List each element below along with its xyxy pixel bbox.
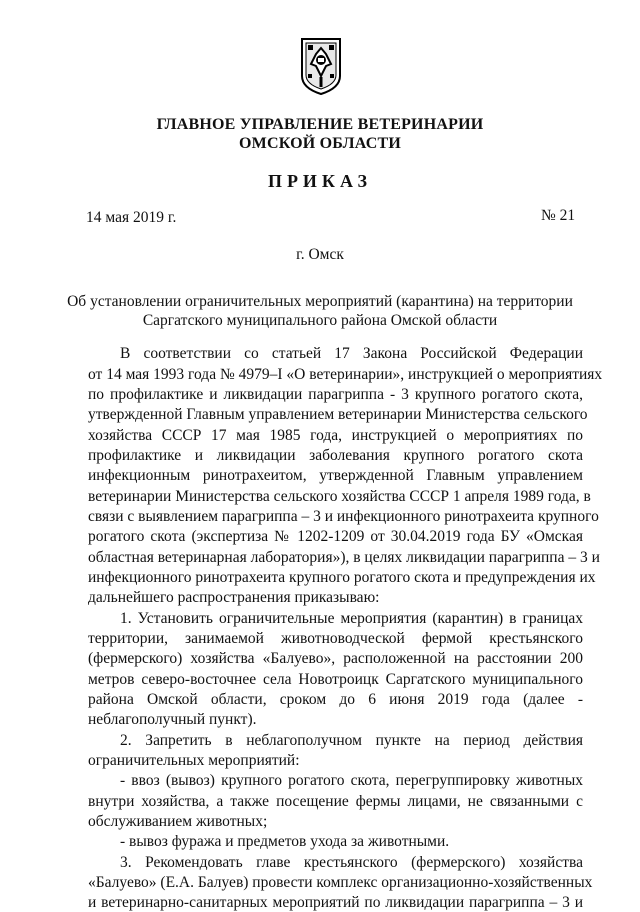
body-line: инфекционного ринотрахеита крупного рогатого скота и предупреждения их bbox=[88, 569, 596, 586]
subject-line: Саргатского муниципального района Омской области bbox=[142, 312, 498, 329]
body-line: ограничительных мероприятий: bbox=[88, 752, 300, 769]
body-line: 2. Запретить в неблагополучном пункте на период действия bbox=[120, 732, 583, 749]
body-line: «Балуево» (Е.А. Балуев) провести комплекс организационно-хозяйственных bbox=[88, 874, 593, 891]
organization-name-line1: ГЛАВНОЕ УПРАВЛЕНИЕ ВЕТЕРИНАРИИ bbox=[156, 116, 484, 133]
body-line: 1. Установить ограничительные мероприятия (карантин) в границах bbox=[120, 610, 583, 627]
body-line: 3. Рекомендовать главе крестьянского (фермерского) хозяйства bbox=[120, 854, 583, 871]
order-number: № 21 bbox=[541, 207, 576, 224]
body-line: территории, занимаемой животноводческой фермой крестьянского bbox=[88, 630, 583, 647]
body-line: по профилактике и ликвидации парагриппа - 3 крупного рогатого скота, bbox=[88, 386, 583, 403]
body-line: внутри хозяйства, а также посещение фермы лицами, не связанными с bbox=[88, 793, 583, 810]
body-line: от 14 мая 1993 года № 4979–I «О ветеринарии», инструкцией о мероприятиях bbox=[88, 366, 603, 383]
body-line: инфекционным ринотрахеитом, утвержденной Главным управлением bbox=[88, 467, 583, 484]
body-line: В соответствии со статьей 17 Закона Российской Федерации bbox=[120, 345, 583, 362]
body-line: обслуживанием животных; bbox=[88, 813, 268, 830]
body-line: ветеринарии Министерства сельского хозяйства СССР 1 апреля 1989 года, в bbox=[88, 488, 591, 505]
subject-line: Об установлении ограничительных мероприятий (карантина) на территории bbox=[67, 293, 573, 310]
body-line: дальнейшего распространения приказываю: bbox=[88, 589, 380, 606]
body-line: района Омской области, сроком до 6 июня 2019 года (далее - bbox=[88, 691, 583, 708]
organization-name-line2: ОМСКОЙ ОБЛАСТИ bbox=[239, 135, 401, 152]
body-line: неблагополучный пункт). bbox=[88, 711, 257, 728]
body-line: и ветеринарно-санитарных мероприятий по ликвидации парагриппа – 3 и bbox=[88, 894, 583, 911]
body-line: связи с выявлением парагриппа – 3 и инфекционного ринотрахеита крупного bbox=[88, 508, 599, 525]
body-line: хозяйства СССР 17 мая 1985 года, инструкцией о мероприятиях по bbox=[88, 427, 583, 444]
body-line: профилактике и ликвидации заболевания крупного рогатого скота bbox=[88, 447, 583, 464]
coat-of-arms-emblem bbox=[299, 36, 343, 96]
body-line: - вывоз фуража и предметов ухода за животными. bbox=[120, 833, 450, 850]
issue-city: г. Омск bbox=[296, 246, 344, 263]
body-line: метров северо-восточнее села Новотроицк Саргатского муниципального bbox=[88, 671, 583, 688]
body-line: утвержденной Главным управлением ветеринарии Министерства сельского bbox=[88, 406, 588, 423]
document-type-title: ПРИКАЗ bbox=[267, 171, 373, 191]
body-line: рогатого скота (экспертиза № 1202-1209 от 30.04.2019 года БУ «Омская bbox=[88, 528, 583, 545]
body-line: - ввоз (вывоз) крупного рогатого скота, перегруппировку животных bbox=[120, 772, 583, 789]
body-line: (фермерского) хозяйства «Балуево», расположенной на расстоянии 200 bbox=[88, 650, 583, 667]
order-subject bbox=[60, 292, 580, 330]
body-line: областная ветеринарная лаборатория»), в целях ликвидации парагриппа – 3 и bbox=[88, 549, 600, 566]
order-date: 14 мая 2019 г. bbox=[86, 209, 177, 226]
